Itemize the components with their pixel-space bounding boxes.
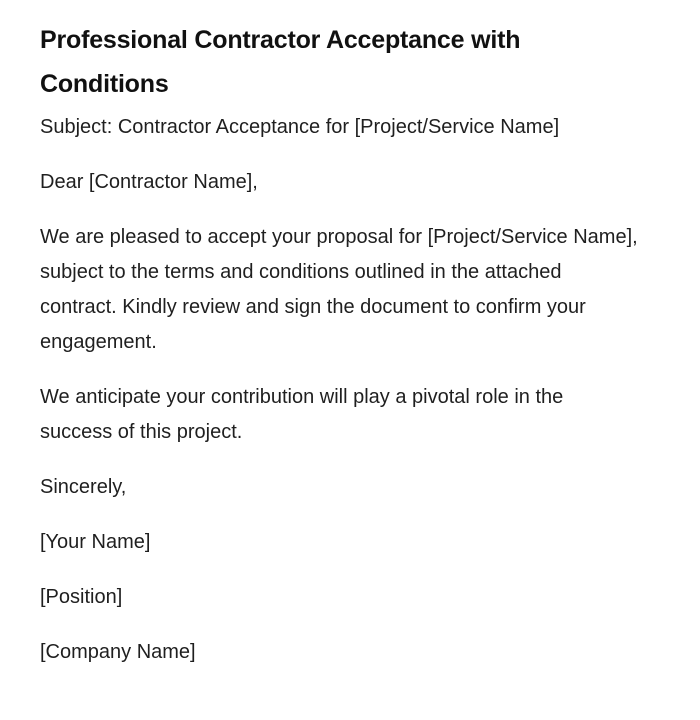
signature-name: [Your Name] — [40, 531, 151, 553]
body-paragraph-acceptance: We are pleased to accept your proposal for [Project/Service Name], subject to the terms and conditions outlined in the attached contract. Kindly review and sign the document to confirm your engagement. — [40, 226, 638, 353]
closing-line: Sincerely, — [40, 476, 127, 498]
subject-line: Subject: Contractor Acceptance for [Project/Service Name] — [40, 116, 560, 138]
salutation: Dear [Contractor Name], — [40, 171, 258, 193]
signature-position: [Position] — [40, 586, 123, 608]
body-paragraph-anticipation: We anticipate your contribution will play a pivotal role in the success of this project. — [40, 386, 564, 443]
letter-document — [40, 18, 640, 690]
signature-company: [Company Name] — [40, 641, 196, 663]
document-title: Professional Contractor Acceptance with Conditions — [40, 26, 521, 98]
